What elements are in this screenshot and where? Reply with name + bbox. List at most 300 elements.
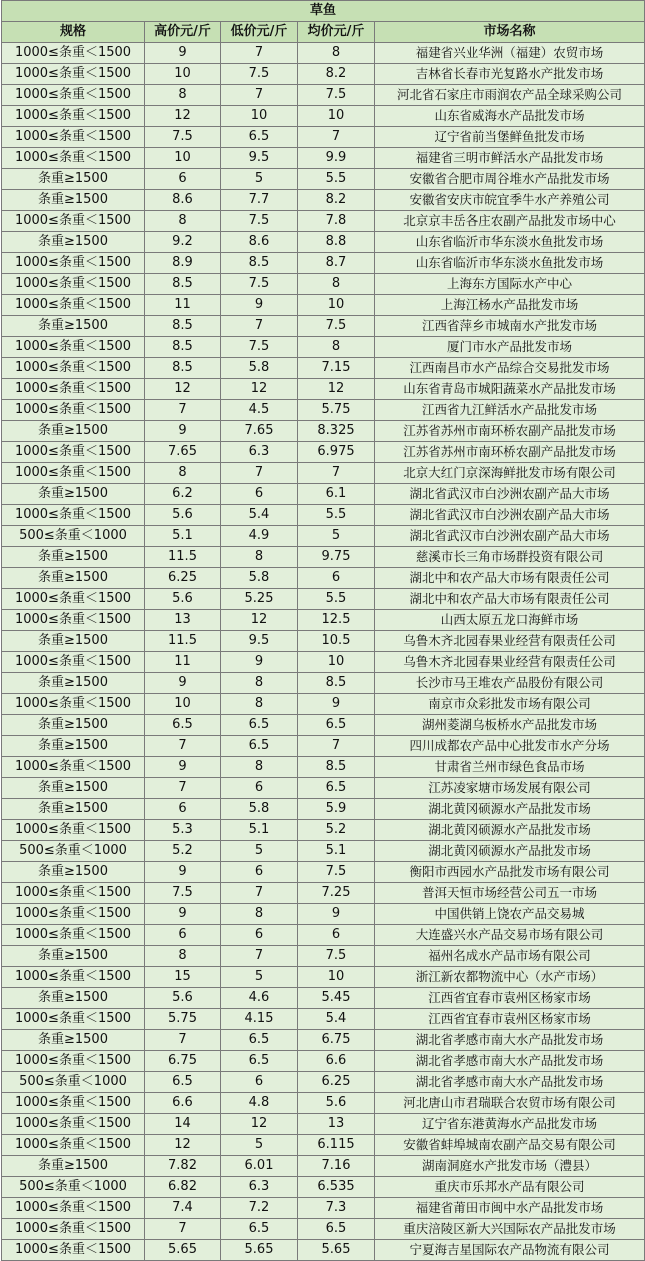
cell-spec: 条重≥1500 (2, 190, 145, 211)
cell-spec: 1000≤条重＜1500 (2, 127, 145, 148)
cell-spec: 1000≤条重＜1500 (2, 1240, 145, 1261)
cell-spec: 1000≤条重＜1500 (2, 85, 145, 106)
table-row (2, 85, 645, 106)
cell-market-name: 湖北省武汉市白沙洲农副产品大市场 (375, 484, 645, 505)
cell-avg-price: 6.5 (298, 1219, 375, 1240)
cell-market-name: 乌鲁木齐北园春果业经营有限责任公司 (375, 631, 645, 652)
table-row (2, 316, 645, 337)
cell-spec: 1000≤条重＜1500 (2, 442, 145, 463)
table-row (2, 106, 645, 127)
cell-high-price: 5.6 (145, 988, 221, 1009)
cell-market-name: 福建省莆田市闽中水产品批发市场 (375, 1198, 645, 1219)
cell-spec: 条重≥1500 (2, 484, 145, 505)
header-avg-price: 均价元/斤 (298, 22, 375, 43)
cell-market-name: 上海江杨水产品批发市场 (375, 295, 645, 316)
cell-low-price: 6 (221, 778, 298, 799)
table-row (2, 883, 645, 904)
cell-market-name: 江西省宜春市袁州区杨家市场 (375, 1009, 645, 1030)
table-row (2, 589, 645, 610)
cell-low-price: 7.5 (221, 274, 298, 295)
cell-avg-price: 8.325 (298, 421, 375, 442)
cell-low-price: 7.65 (221, 421, 298, 442)
cell-avg-price: 9 (298, 694, 375, 715)
cell-high-price: 9 (145, 43, 221, 64)
cell-high-price: 5.6 (145, 505, 221, 526)
cell-spec: 条重≥1500 (2, 316, 145, 337)
table-row (2, 1135, 645, 1156)
cell-low-price: 6.01 (221, 1156, 298, 1177)
cell-high-price: 5.75 (145, 1009, 221, 1030)
table-row (2, 484, 645, 505)
table-row (2, 505, 645, 526)
cell-low-price: 8 (221, 673, 298, 694)
cell-spec: 1000≤条重＜1500 (2, 211, 145, 232)
table-row (2, 1009, 645, 1030)
table-row (2, 400, 645, 421)
cell-market-name: 山东省青岛市城阳蔬菜水产品批发市场 (375, 379, 645, 400)
cell-spec: 1000≤条重＜1500 (2, 148, 145, 169)
cell-low-price: 8.5 (221, 253, 298, 274)
cell-avg-price: 7.16 (298, 1156, 375, 1177)
cell-avg-price: 10 (298, 967, 375, 988)
cell-market-name: 宁夏海吉星国际农产品物流有限公司 (375, 1240, 645, 1261)
cell-low-price: 8 (221, 547, 298, 568)
cell-high-price: 6 (145, 925, 221, 946)
cell-market-name: 山东省临沂市华东淡水鱼批发市场 (375, 232, 645, 253)
cell-high-price: 6.75 (145, 1051, 221, 1072)
cell-high-price: 7.82 (145, 1156, 221, 1177)
cell-high-price: 9 (145, 904, 221, 925)
cell-spec: 条重≥1500 (2, 715, 145, 736)
cell-avg-price: 6 (298, 925, 375, 946)
cell-high-price: 9 (145, 673, 221, 694)
cell-spec: 1000≤条重＜1500 (2, 925, 145, 946)
cell-low-price: 6.5 (221, 1219, 298, 1240)
cell-market-name: 江西省宜春市袁州区杨家市场 (375, 988, 645, 1009)
cell-avg-price: 5.1 (298, 841, 375, 862)
cell-avg-price: 5.9 (298, 799, 375, 820)
cell-spec: 条重≥1500 (2, 568, 145, 589)
cell-market-name: 四川成都农产品中心批发市水产分场 (375, 736, 645, 757)
cell-low-price: 8 (221, 694, 298, 715)
cell-spec: 500≤条重＜1000 (2, 1177, 145, 1198)
cell-avg-price: 6 (298, 568, 375, 589)
table-row (2, 463, 645, 484)
table-row (2, 715, 645, 736)
cell-high-price: 8.5 (145, 274, 221, 295)
cell-spec: 500≤条重＜1000 (2, 526, 145, 547)
cell-high-price: 6.82 (145, 1177, 221, 1198)
table-row (2, 211, 645, 232)
cell-spec: 1000≤条重＜1500 (2, 1198, 145, 1219)
cell-high-price: 5.3 (145, 820, 221, 841)
cell-spec: 条重≥1500 (2, 631, 145, 652)
cell-market-name: 吉林省长春市光复路水产批发市场 (375, 64, 645, 85)
cell-low-price: 7 (221, 463, 298, 484)
cell-avg-price: 5.6 (298, 1093, 375, 1114)
header-row (2, 22, 645, 43)
cell-avg-price: 12 (298, 379, 375, 400)
table-row (2, 1156, 645, 1177)
cell-spec: 1000≤条重＜1500 (2, 610, 145, 631)
table-row (2, 778, 645, 799)
table-row (2, 841, 645, 862)
cell-low-price: 12 (221, 379, 298, 400)
cell-high-price: 12 (145, 106, 221, 127)
cell-high-price: 8.5 (145, 316, 221, 337)
table-row (2, 169, 645, 190)
cell-avg-price: 8.2 (298, 190, 375, 211)
price-table (1, 0, 645, 1261)
cell-low-price: 7 (221, 946, 298, 967)
cell-avg-price: 8.5 (298, 757, 375, 778)
cell-avg-price: 6.5 (298, 778, 375, 799)
cell-high-price: 7.5 (145, 883, 221, 904)
cell-spec: 1000≤条重＜1500 (2, 505, 145, 526)
cell-market-name: 安徽省安庆市皖宜季牛水产养殖公司 (375, 190, 645, 211)
cell-low-price: 7 (221, 316, 298, 337)
cell-low-price: 4.6 (221, 988, 298, 1009)
cell-market-name: 湖北中和农产品大市场有限责任公司 (375, 568, 645, 589)
cell-high-price: 9 (145, 757, 221, 778)
cell-low-price: 7 (221, 43, 298, 64)
cell-avg-price: 8.7 (298, 253, 375, 274)
table-row (2, 1219, 645, 1240)
cell-avg-price: 8.2 (298, 64, 375, 85)
cell-spec: 条重≥1500 (2, 736, 145, 757)
cell-avg-price: 10.5 (298, 631, 375, 652)
cell-low-price: 6 (221, 925, 298, 946)
cell-high-price: 7.4 (145, 1198, 221, 1219)
cell-spec: 条重≥1500 (2, 778, 145, 799)
cell-low-price: 5 (221, 1135, 298, 1156)
cell-market-name: 上海东方国际水产中心 (375, 274, 645, 295)
cell-low-price: 6.5 (221, 1030, 298, 1051)
table-row (2, 379, 645, 400)
cell-market-name: 普洱天恒市场经营公司五一市场 (375, 883, 645, 904)
cell-low-price: 6 (221, 1072, 298, 1093)
cell-low-price: 5.25 (221, 589, 298, 610)
cell-high-price: 6.25 (145, 568, 221, 589)
cell-market-name: 湖北黄冈硕源水产品批发市场 (375, 820, 645, 841)
table-title: 草鱼 (2, 1, 645, 22)
cell-spec: 1000≤条重＜1500 (2, 64, 145, 85)
cell-low-price: 5.65 (221, 1240, 298, 1261)
table-row (2, 1198, 645, 1219)
cell-market-name: 湖北省孝感市南大水产品批发市场 (375, 1072, 645, 1093)
cell-high-price: 8 (145, 211, 221, 232)
cell-high-price: 6 (145, 169, 221, 190)
table-row (2, 862, 645, 883)
table-row (2, 820, 645, 841)
cell-avg-price: 5 (298, 526, 375, 547)
cell-avg-price: 5.65 (298, 1240, 375, 1261)
cell-market-name: 大连盛兴水产品交易市场有限公司 (375, 925, 645, 946)
cell-market-name: 重庆市乐邦水产品有限公司 (375, 1177, 645, 1198)
cell-market-name: 慈溪市长三角市场群投资有限公司 (375, 547, 645, 568)
cell-market-name: 湖北省孝感市南大水产品批发市场 (375, 1051, 645, 1072)
table-row (2, 64, 645, 85)
header-spec: 规格 (2, 22, 145, 43)
cell-high-price: 8 (145, 85, 221, 106)
cell-market-name: 江苏凌家塘市场发展有限公司 (375, 778, 645, 799)
cell-market-name: 山东省临沂市华东淡水鱼批发市场 (375, 253, 645, 274)
cell-spec: 条重≥1500 (2, 169, 145, 190)
cell-low-price: 7.5 (221, 64, 298, 85)
cell-avg-price: 7.8 (298, 211, 375, 232)
cell-low-price: 6.5 (221, 736, 298, 757)
table-row (2, 526, 645, 547)
table-row (2, 1240, 645, 1261)
table-row (2, 799, 645, 820)
cell-avg-price: 12.5 (298, 610, 375, 631)
cell-spec: 1000≤条重＜1500 (2, 337, 145, 358)
cell-low-price: 5 (221, 967, 298, 988)
cell-low-price: 9.5 (221, 148, 298, 169)
cell-avg-price: 6.6 (298, 1051, 375, 1072)
table-row (2, 694, 645, 715)
cell-low-price: 12 (221, 1114, 298, 1135)
table-row (2, 442, 645, 463)
cell-market-name: 湖北中和农产品大市场有限责任公司 (375, 589, 645, 610)
table-row (2, 1072, 645, 1093)
table-row (2, 1051, 645, 1072)
table-row (2, 547, 645, 568)
cell-low-price: 9 (221, 295, 298, 316)
table-row (2, 673, 645, 694)
table-row (2, 988, 645, 1009)
cell-high-price: 7 (145, 1030, 221, 1051)
cell-low-price: 6.5 (221, 1051, 298, 1072)
table-row (2, 946, 645, 967)
cell-market-name: 江苏省苏州市南环桥农副产品批发市场 (375, 421, 645, 442)
cell-market-name: 山东省威海水产品批发市场 (375, 106, 645, 127)
cell-market-name: 安徽省合肥市周谷堆水产品批发市场 (375, 169, 645, 190)
cell-spec: 1000≤条重＜1500 (2, 379, 145, 400)
cell-high-price: 6.5 (145, 1072, 221, 1093)
cell-avg-price: 5.5 (298, 505, 375, 526)
cell-spec: 1000≤条重＜1500 (2, 43, 145, 64)
cell-avg-price: 6.75 (298, 1030, 375, 1051)
cell-avg-price: 8.5 (298, 673, 375, 694)
cell-avg-price: 13 (298, 1114, 375, 1135)
cell-market-name: 北京京丰岳各庄农副产品批发市场中心 (375, 211, 645, 232)
cell-spec: 500≤条重＜1000 (2, 841, 145, 862)
cell-market-name: 浙江新农都物流中心（水产市场） (375, 967, 645, 988)
cell-high-price: 9 (145, 421, 221, 442)
cell-market-name: 安徽省蚌埠城南农副产品交易有限公司 (375, 1135, 645, 1156)
cell-avg-price: 6.1 (298, 484, 375, 505)
cell-avg-price: 7.5 (298, 85, 375, 106)
cell-market-name: 江西南昌市水产品综合交易批发市场 (375, 358, 645, 379)
cell-low-price: 7 (221, 85, 298, 106)
cell-market-name: 湖北黄冈硕源水产品批发市场 (375, 841, 645, 862)
cell-avg-price: 8 (298, 43, 375, 64)
cell-low-price: 4.8 (221, 1093, 298, 1114)
cell-spec: 1000≤条重＜1500 (2, 295, 145, 316)
cell-avg-price: 7.5 (298, 316, 375, 337)
cell-high-price: 12 (145, 1135, 221, 1156)
cell-high-price: 10 (145, 148, 221, 169)
cell-avg-price: 7.5 (298, 946, 375, 967)
cell-avg-price: 9.9 (298, 148, 375, 169)
cell-avg-price: 7 (298, 736, 375, 757)
cell-low-price: 9.5 (221, 631, 298, 652)
cell-low-price: 5.1 (221, 820, 298, 841)
cell-market-name: 湖州菱湖乌板桥水产品批发市场 (375, 715, 645, 736)
cell-high-price: 7 (145, 736, 221, 757)
cell-avg-price: 9.75 (298, 547, 375, 568)
table-row (2, 253, 645, 274)
cell-high-price: 7 (145, 400, 221, 421)
table-row (2, 1177, 645, 1198)
cell-avg-price: 5.2 (298, 820, 375, 841)
cell-high-price: 5.65 (145, 1240, 221, 1261)
cell-market-name: 湖北黄冈硕源水产品批发市场 (375, 799, 645, 820)
cell-market-name: 湖南洞庭水产批发市场（澧县） (375, 1156, 645, 1177)
cell-low-price: 5.4 (221, 505, 298, 526)
cell-avg-price: 7.3 (298, 1198, 375, 1219)
cell-spec: 1000≤条重＜1500 (2, 358, 145, 379)
cell-spec: 1000≤条重＜1500 (2, 1009, 145, 1030)
cell-market-name: 辽宁省前当堡鲜鱼批发市场 (375, 127, 645, 148)
cell-spec: 条重≥1500 (2, 547, 145, 568)
cell-spec: 1000≤条重＜1500 (2, 253, 145, 274)
table-row (2, 967, 645, 988)
cell-low-price: 7.5 (221, 211, 298, 232)
cell-market-name: 湖北省武汉市白沙洲农副产品大市场 (375, 526, 645, 547)
title-row (2, 1, 645, 22)
cell-high-price: 7 (145, 778, 221, 799)
cell-spec: 1000≤条重＜1500 (2, 904, 145, 925)
cell-high-price: 14 (145, 1114, 221, 1135)
cell-market-name: 重庆涪陵区新大兴国际农产品批发市场 (375, 1219, 645, 1240)
cell-low-price: 7.2 (221, 1198, 298, 1219)
table-row (2, 190, 645, 211)
cell-avg-price: 7 (298, 463, 375, 484)
table-row (2, 295, 645, 316)
cell-low-price: 5.8 (221, 358, 298, 379)
cell-low-price: 4.9 (221, 526, 298, 547)
cell-low-price: 5.8 (221, 799, 298, 820)
cell-market-name: 福州名成水产品市场有限公司 (375, 946, 645, 967)
cell-avg-price: 6.25 (298, 1072, 375, 1093)
cell-spec: 条重≥1500 (2, 421, 145, 442)
cell-avg-price: 6.5 (298, 715, 375, 736)
cell-spec: 条重≥1500 (2, 988, 145, 1009)
cell-low-price: 6.3 (221, 1177, 298, 1198)
cell-spec: 条重≥1500 (2, 1156, 145, 1177)
cell-high-price: 6 (145, 799, 221, 820)
cell-spec: 1000≤条重＜1500 (2, 820, 145, 841)
table-row (2, 1093, 645, 1114)
cell-avg-price: 9 (298, 904, 375, 925)
cell-market-name: 福建省三明市鲜活水产品批发市场 (375, 148, 645, 169)
table-row (2, 274, 645, 295)
cell-spec: 1000≤条重＜1500 (2, 1051, 145, 1072)
cell-market-name: 南京市众彩批发市场有限公司 (375, 694, 645, 715)
cell-high-price: 5.2 (145, 841, 221, 862)
cell-high-price: 12 (145, 379, 221, 400)
cell-high-price: 8.5 (145, 358, 221, 379)
cell-avg-price: 7.25 (298, 883, 375, 904)
cell-avg-price: 7 (298, 127, 375, 148)
cell-avg-price: 5.5 (298, 589, 375, 610)
cell-high-price: 7.5 (145, 127, 221, 148)
cell-low-price: 6 (221, 862, 298, 883)
cell-spec: 1000≤条重＜1500 (2, 967, 145, 988)
cell-market-name: 江西省萍乡市城南水产批发市场 (375, 316, 645, 337)
cell-high-price: 10 (145, 64, 221, 85)
cell-market-name: 江苏省苏州市南环桥农副产品批发市场 (375, 442, 645, 463)
cell-low-price: 5.8 (221, 568, 298, 589)
table-row (2, 610, 645, 631)
cell-high-price: 8.5 (145, 337, 221, 358)
cell-spec: 1000≤条重＜1500 (2, 757, 145, 778)
header-high-price: 高价元/斤 (145, 22, 221, 43)
cell-avg-price: 10 (298, 652, 375, 673)
cell-spec: 1000≤条重＜1500 (2, 463, 145, 484)
cell-spec: 条重≥1500 (2, 799, 145, 820)
cell-avg-price: 5.75 (298, 400, 375, 421)
cell-low-price: 12 (221, 610, 298, 631)
table-row (2, 421, 645, 442)
cell-high-price: 5.1 (145, 526, 221, 547)
cell-avg-price: 10 (298, 106, 375, 127)
cell-market-name: 江西省九江鲜活水产品批发市场 (375, 400, 645, 421)
table-row (2, 631, 645, 652)
cell-avg-price: 7.5 (298, 862, 375, 883)
table-row (2, 1114, 645, 1135)
cell-high-price: 11 (145, 295, 221, 316)
table-row (2, 757, 645, 778)
cell-high-price: 10 (145, 694, 221, 715)
cell-market-name: 湖北省武汉市白沙洲农副产品大市场 (375, 505, 645, 526)
table-row (2, 925, 645, 946)
cell-market-name: 中国供销上饶农产品交易城 (375, 904, 645, 925)
cell-spec: 条重≥1500 (2, 946, 145, 967)
cell-avg-price: 8 (298, 337, 375, 358)
cell-high-price: 15 (145, 967, 221, 988)
cell-spec: 1000≤条重＜1500 (2, 1135, 145, 1156)
cell-low-price: 5 (221, 841, 298, 862)
cell-low-price: 7.7 (221, 190, 298, 211)
cell-low-price: 8 (221, 757, 298, 778)
cell-spec: 1000≤条重＜1500 (2, 274, 145, 295)
cell-high-price: 11 (145, 652, 221, 673)
cell-spec: 1000≤条重＜1500 (2, 694, 145, 715)
cell-spec: 1000≤条重＜1500 (2, 589, 145, 610)
table-row (2, 568, 645, 589)
cell-spec: 条重≥1500 (2, 862, 145, 883)
table-row (2, 1030, 645, 1051)
cell-avg-price: 6.115 (298, 1135, 375, 1156)
cell-low-price: 5 (221, 169, 298, 190)
cell-spec: 1000≤条重＜1500 (2, 106, 145, 127)
cell-low-price: 7 (221, 883, 298, 904)
cell-avg-price: 6.535 (298, 1177, 375, 1198)
cell-high-price: 5.6 (145, 589, 221, 610)
cell-market-name: 辽宁省东港黄海水产品批发市场 (375, 1114, 645, 1135)
table-body (2, 43, 645, 1261)
cell-market-name: 长沙市马王堆农产品股份有限公司 (375, 673, 645, 694)
cell-avg-price: 5.4 (298, 1009, 375, 1030)
cell-high-price: 8 (145, 463, 221, 484)
cell-spec: 条重≥1500 (2, 232, 145, 253)
cell-avg-price: 6.975 (298, 442, 375, 463)
table-row (2, 358, 645, 379)
cell-low-price: 7.5 (221, 337, 298, 358)
